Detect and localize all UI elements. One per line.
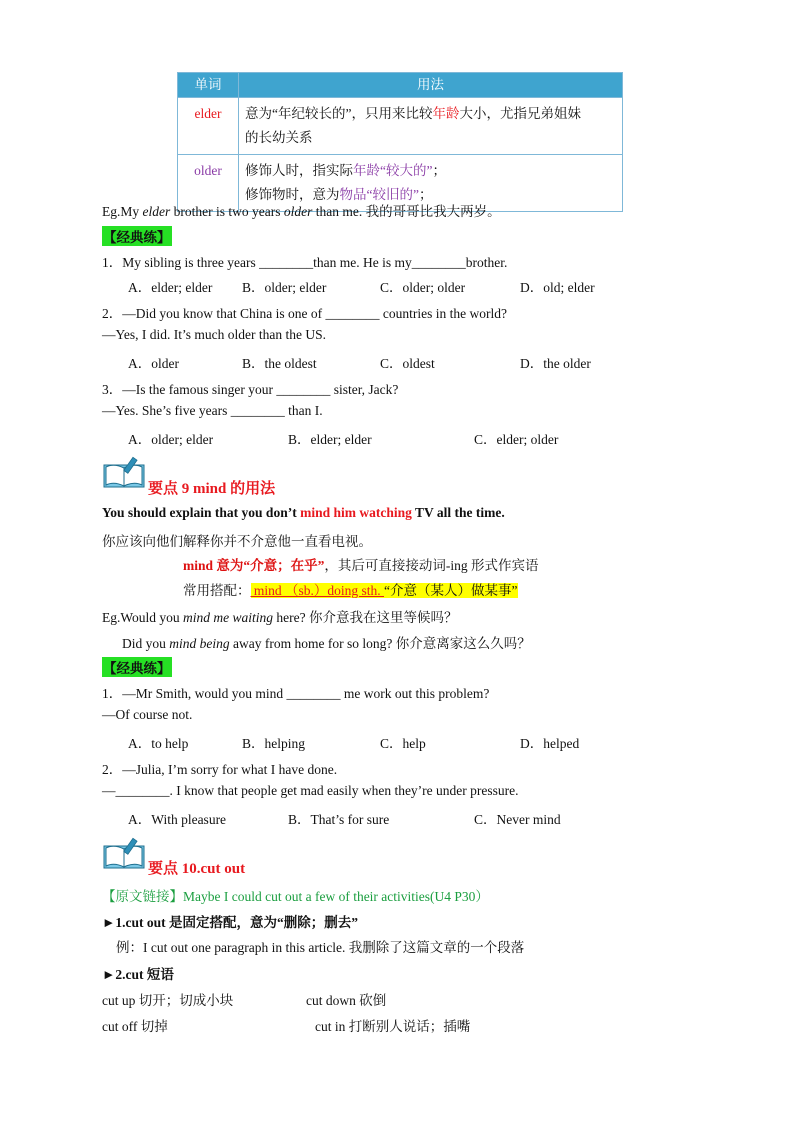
question-4-reply: —Of course not. <box>102 707 193 722</box>
question-5-reply: —________. I know that people get mad easily when they’re under pressure. <box>102 783 519 798</box>
usage-elder: 意为“年纪较长的”，只用来比较年龄大小，尤指兄弟姐妹 的长幼关系 <box>239 98 623 155</box>
table-row <box>178 98 623 155</box>
question-4: 1．—Mr Smith, would you mind ________ me work out this problem? <box>102 686 490 701</box>
point10-item-2: ►2.cut 短语 <box>102 967 174 982</box>
question-2: 2．—Did you know that China is one of ________ countries in the world? <box>102 306 507 321</box>
book-icon <box>103 836 145 870</box>
table-header-word: 单词 <box>178 73 239 98</box>
practice-label: 【经典练】 <box>102 657 172 677</box>
option-c: C．oldest <box>380 356 435 371</box>
example-sentence: Eg.My elder brother is two years older than me. 我的哥哥比我大两岁。 <box>102 204 501 219</box>
option-b: B．That’s for sure <box>288 812 390 827</box>
point9-sentence: You should explain that you don’t mind him watching TV all the time. <box>102 505 505 520</box>
book-icon <box>103 455 145 489</box>
word-older: older <box>178 155 239 212</box>
option-b: B．the oldest <box>242 356 317 371</box>
option-d: D．the older <box>520 356 591 371</box>
question-3: 3．—Is the famous singer your ________ sister, Jack? <box>102 382 399 397</box>
option-a: A．elder; elder <box>128 280 213 295</box>
table-header-usage: 用法 <box>239 73 623 98</box>
option-a: A．older <box>128 356 179 371</box>
point10-item-1: ►1.cut out 是固定搭配，意为“删除；删去” <box>102 915 358 930</box>
usage-older: 修饰人时，指实际年龄“较大的”； 修饰物时，意为物品“较旧的”； <box>239 155 623 212</box>
question-1: 1．My sibling is three years ________than me. He is my________brother. <box>102 255 508 270</box>
option-a: A．to help <box>128 736 189 751</box>
section-title-point-9: 要点 9 mind 的用法 <box>148 481 276 497</box>
question-5: 2．—Julia, I’m sorry for what I have done. <box>102 762 338 777</box>
option-c: C．Never mind <box>474 812 561 827</box>
point9-definition: mind 意为“介意；在乎”，其后可直接接动词-ing 形式作宾语 <box>183 558 539 573</box>
phrase-cut-up: cut up 切开；切成小块 <box>102 993 234 1008</box>
option-a: A．With pleasure <box>128 812 227 827</box>
section-title-point-10: 要点 10.cut out <box>148 861 246 877</box>
question-2-reply: —Yes, I did. It’s much older than the US. <box>102 327 326 342</box>
option-d: D．old; elder <box>520 280 595 295</box>
phrase-cut-in: cut in 打断别人说话；插嘴 <box>315 1019 471 1034</box>
word-elder: elder <box>178 98 239 155</box>
usage-table <box>177 72 623 212</box>
question-3-reply: —Yes. She’s five years ________ than I. <box>102 403 323 418</box>
point9-collocation: 常用搭配： mind （sb.）doing sth. “介意（某人）做某事” <box>183 583 518 598</box>
option-c: C．older; older <box>380 280 466 295</box>
option-b: B．helping <box>242 736 305 751</box>
source-link: 【原文链接】Maybe I could cut out a few of their activities(U4 P30） <box>102 889 489 904</box>
option-c: C．help <box>380 736 426 751</box>
option-d: D．helped <box>520 736 580 751</box>
point9-example-1: Eg.Would you mind me waiting here? 你介意我在这里等候吗？ <box>102 610 458 625</box>
point9-translation: 你应该向他们解释你并不介意他一直看电视。 <box>102 534 372 549</box>
option-b: B．elder; elder <box>288 432 372 447</box>
option-a: A．older; elder <box>128 432 214 447</box>
point9-example-2: Did you mind being away from home for so long? 你介意离家这么久吗？ <box>122 636 531 651</box>
phrase-cut-off: cut off 切掉 <box>102 1019 168 1034</box>
practice-label: 【经典练】 <box>102 226 172 246</box>
option-c: C．elder; older <box>474 432 559 447</box>
option-b: B．older; elder <box>242 280 327 295</box>
phrase-cut-down: cut down 砍倒 <box>306 993 387 1008</box>
point10-example: 例：I cut out one paragraph in this article. 我删除了这篇文章的一个段落 <box>116 940 525 955</box>
